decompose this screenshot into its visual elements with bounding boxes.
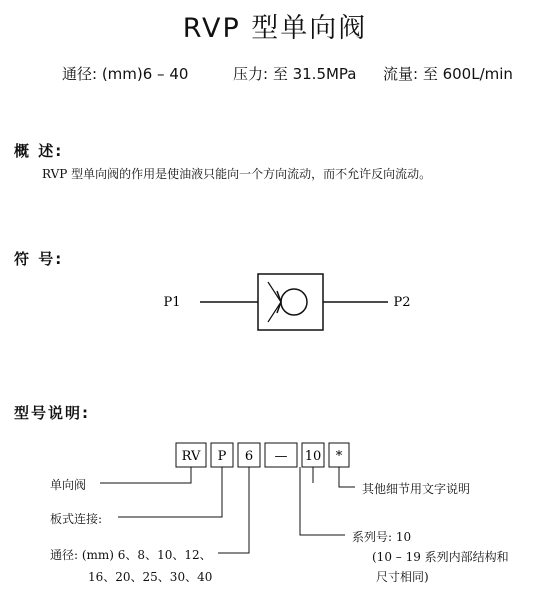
model-heading: 型号说明: <box>14 404 90 422</box>
code-text-dash: — <box>274 449 288 464</box>
spec-bore: 通径: (mm)6 – 40 <box>62 65 189 83</box>
label-series-line1: 系列号: 10 <box>352 530 412 544</box>
leader-other <box>339 467 355 487</box>
check-ball <box>281 289 307 315</box>
label-bore-line1: 通径: (mm) 6、8、10、12、 <box>50 548 212 562</box>
code-text-6: 6 <box>244 449 254 464</box>
code-text-10: 10 <box>304 449 322 464</box>
leader-bore <box>218 467 249 553</box>
port-p2-label: P2 <box>393 295 411 310</box>
port-p1-label: P1 <box>163 295 181 310</box>
overview-heading: 概 述: <box>14 142 64 160</box>
label-valve: 单向阀 <box>50 478 87 492</box>
label-other: 其他细节用文字说明 <box>362 482 471 496</box>
label-bore-line2: 16、20、25、30、40 <box>88 570 213 584</box>
leader-connection <box>118 467 222 517</box>
page-title: RVP 型单向阀 <box>182 13 368 44</box>
leader-valve <box>100 467 191 483</box>
overview-text: RVP 型单向阀的作用是使油液只能向一个方向流动，而不允许反向流动。 <box>42 167 432 181</box>
leader-lines <box>100 467 355 553</box>
code-text-star: * <box>335 449 343 464</box>
spec-pressure: 压力: 至 31.5MPa <box>233 65 357 83</box>
code-text-p: P <box>217 449 227 464</box>
label-series-line3: 尺寸相同) <box>376 570 429 584</box>
label-series-line2: (10 – 19 系列内部结构和 <box>372 550 509 564</box>
model-code-boxes <box>176 443 349 467</box>
leader-series <box>300 467 345 535</box>
check-valve-symbol <box>163 274 410 330</box>
symbol-heading: 符 号: <box>14 250 64 268</box>
spec-flow: 流量: 至 600L/min <box>383 65 513 83</box>
seat-lines <box>268 282 281 322</box>
code-text-rv: RV <box>181 449 201 464</box>
label-connection: 板式连接: <box>50 512 103 526</box>
